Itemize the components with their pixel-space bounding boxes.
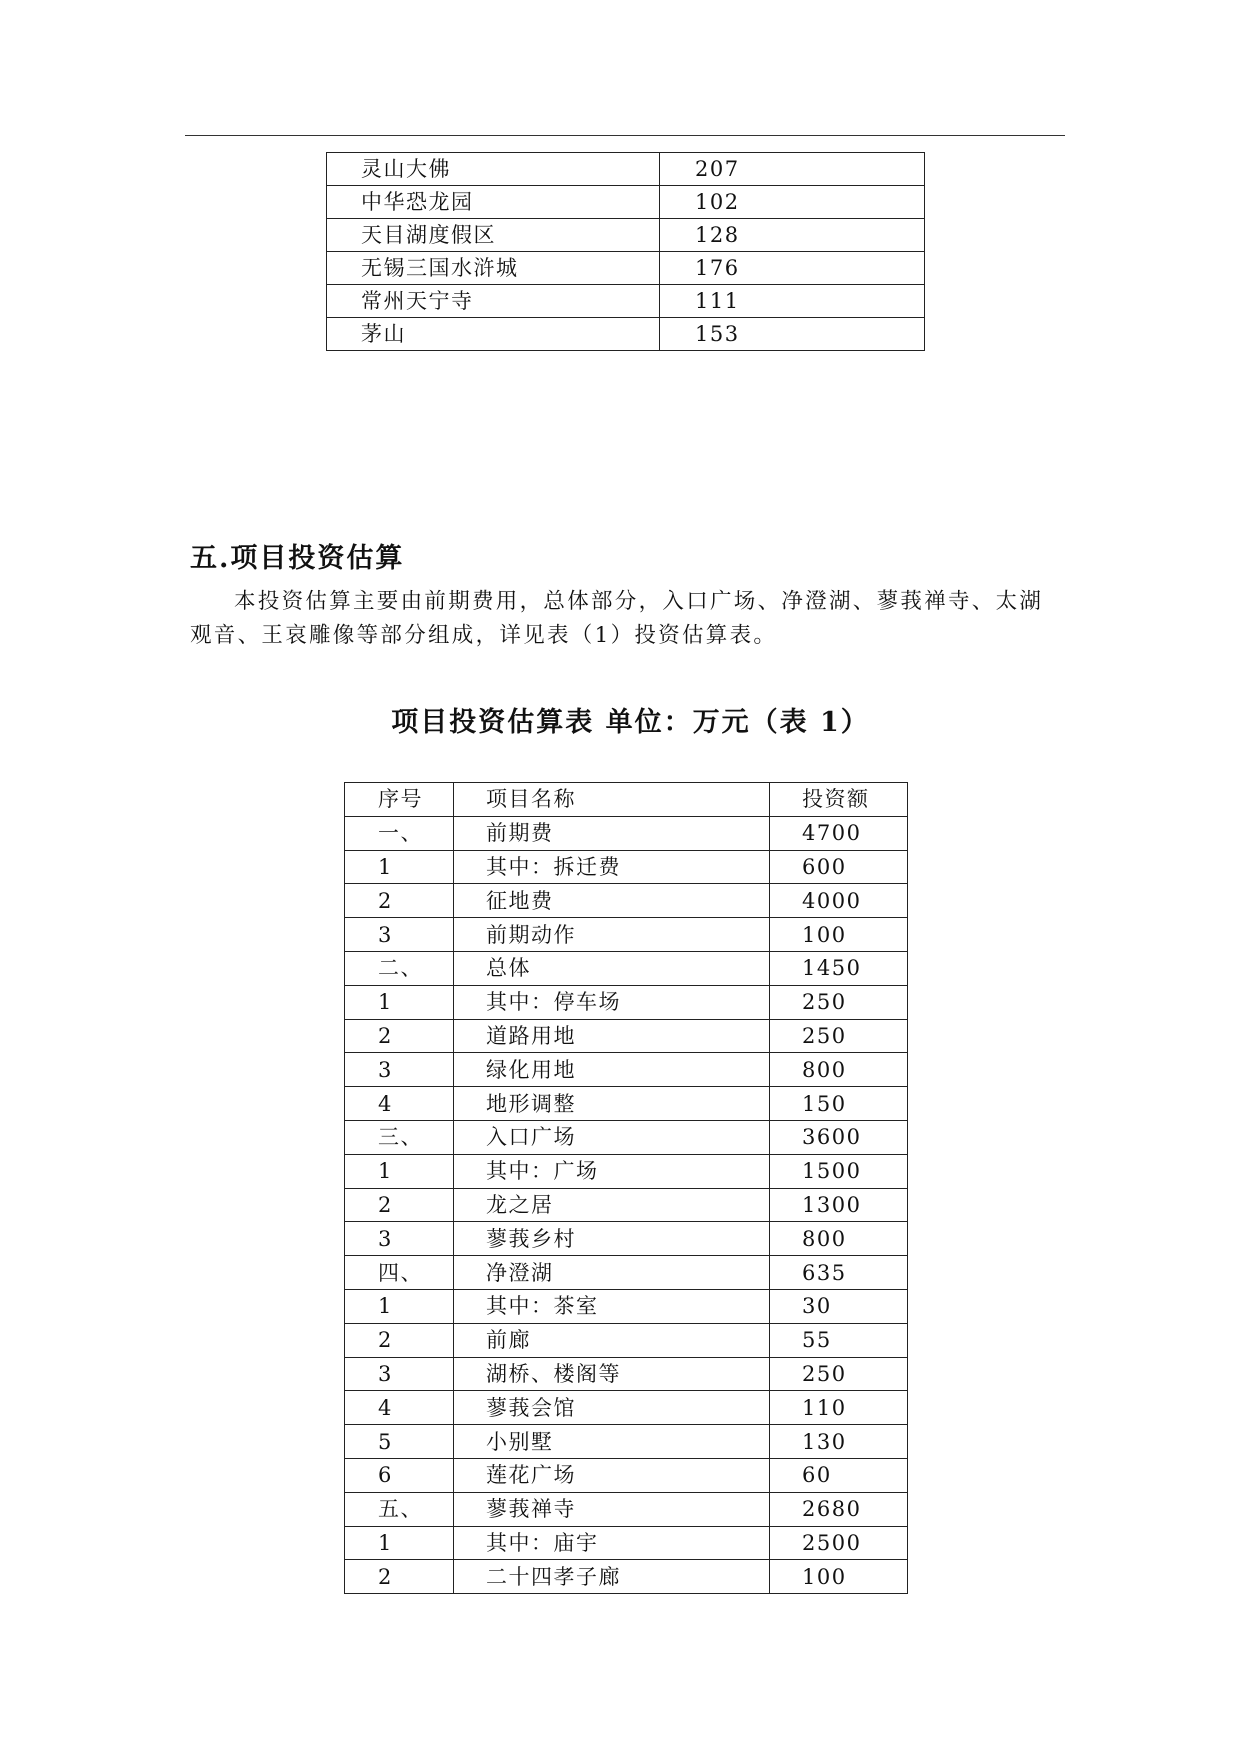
attraction-name-cell: 茅山	[327, 318, 660, 351]
amount-cell: 60	[770, 1458, 908, 1492]
table-row	[345, 816, 908, 850]
table-row	[345, 1526, 908, 1560]
amount-cell: 635	[770, 1256, 908, 1290]
index-cell: 3	[345, 1357, 454, 1391]
table-row	[345, 1323, 908, 1357]
attraction-name-cell: 天目湖度假区	[327, 219, 660, 252]
table-row	[327, 153, 925, 186]
table-row	[345, 1053, 908, 1087]
amount-cell: 150	[770, 1087, 908, 1121]
table-row	[345, 1560, 908, 1594]
attraction-name-cell: 无锡三国水浒城	[327, 252, 660, 285]
amount-cell: 800	[770, 1222, 908, 1256]
table-row	[345, 1425, 908, 1459]
amount-cell: 250	[770, 1357, 908, 1391]
attraction-name-cell: 中华恐龙园	[327, 186, 660, 219]
amount-cell: 30	[770, 1289, 908, 1323]
attraction-value-cell: 102	[660, 186, 925, 219]
item-name-cell: 其中：广场	[454, 1154, 770, 1188]
index-cell: 四、	[345, 1256, 454, 1290]
item-name-cell: 蓼莪会馆	[454, 1391, 770, 1425]
item-name-cell: 蓼莪禅寺	[454, 1492, 770, 1526]
table-row	[345, 1289, 908, 1323]
item-name-cell: 前廊	[454, 1323, 770, 1357]
budget-table-body	[345, 783, 908, 1594]
budget-table-title: 项目投资估算表 单位：万元（表 1）	[391, 707, 870, 738]
table-row	[345, 1120, 908, 1154]
item-name-cell: 其中：庙宇	[454, 1526, 770, 1560]
item-name-cell: 二十四孝子廊	[454, 1560, 770, 1594]
table-row	[345, 1492, 908, 1526]
index-cell: 4	[345, 1087, 454, 1121]
item-name-cell: 莲花广场	[454, 1458, 770, 1492]
index-cell: 2	[345, 1560, 454, 1594]
index-cell: 2	[345, 1188, 454, 1222]
attraction-name-cell: 常州天宁寺	[327, 285, 660, 318]
index-cell: 6	[345, 1458, 454, 1492]
table-row	[345, 1087, 908, 1121]
index-cell: 1	[345, 985, 454, 1019]
amount-cell: 1500	[770, 1154, 908, 1188]
amount-cell: 1300	[770, 1188, 908, 1222]
table-row	[345, 1391, 908, 1425]
index-cell: 3	[345, 1053, 454, 1087]
table-row	[345, 1256, 908, 1290]
amount-cell: 130	[770, 1425, 908, 1459]
amount-cell: 110	[770, 1391, 908, 1425]
section-heading: 五.项目投资估算	[190, 543, 405, 574]
visitor-table-body	[327, 153, 925, 351]
item-name-cell: 绿化用地	[454, 1053, 770, 1087]
item-name-cell: 地形调整	[454, 1087, 770, 1121]
index-cell: 三、	[345, 1120, 454, 1154]
index-cell: 五、	[345, 1492, 454, 1526]
amount-cell: 600	[770, 850, 908, 884]
attraction-value-cell: 111	[660, 285, 925, 318]
attraction-value-cell: 207	[660, 153, 925, 186]
table-row	[345, 1019, 908, 1053]
header-cell-amount: 投资额	[770, 783, 908, 817]
attraction-value-cell: 128	[660, 219, 925, 252]
section-paragraph: 本投资估算主要由前期费用，总体部分，入口广场、净澄湖、蓼莪禅寺、太湖观音、王哀雕像等部分组成，详见表（1）投资估算表。	[190, 589, 1044, 648]
index-cell: 2	[345, 884, 454, 918]
index-cell: 二、	[345, 951, 454, 985]
table-row	[345, 1458, 908, 1492]
amount-cell: 4700	[770, 816, 908, 850]
header-rule	[185, 135, 1065, 136]
index-cell: 2	[345, 1019, 454, 1053]
table-row	[345, 1188, 908, 1222]
amount-cell: 250	[770, 1019, 908, 1053]
item-name-cell: 净澄湖	[454, 1256, 770, 1290]
index-cell: 4	[345, 1391, 454, 1425]
budget-table-header-row	[345, 783, 908, 817]
index-cell: 1	[345, 1289, 454, 1323]
amount-cell: 250	[770, 985, 908, 1019]
amount-cell: 55	[770, 1323, 908, 1357]
amount-cell: 100	[770, 1560, 908, 1594]
index-cell: 1	[345, 850, 454, 884]
table-row	[327, 186, 925, 219]
amount-cell: 1450	[770, 951, 908, 985]
visitor-table	[326, 152, 925, 351]
table-row	[345, 1154, 908, 1188]
item-name-cell: 前期动作	[454, 918, 770, 952]
index-cell: 1	[345, 1526, 454, 1560]
table-row	[327, 285, 925, 318]
item-name-cell: 其中：停车场	[454, 985, 770, 1019]
table-row	[327, 219, 925, 252]
index-cell: 2	[345, 1323, 454, 1357]
table-row	[327, 318, 925, 351]
item-name-cell: 前期费	[454, 816, 770, 850]
table-row	[345, 850, 908, 884]
amount-cell: 800	[770, 1053, 908, 1087]
budget-table	[344, 782, 908, 1594]
table-row	[327, 252, 925, 285]
item-name-cell: 蓼莪乡村	[454, 1222, 770, 1256]
attraction-name-cell: 灵山大佛	[327, 153, 660, 186]
item-name-cell: 道路用地	[454, 1019, 770, 1053]
index-cell: 3	[345, 918, 454, 952]
table-row	[345, 951, 908, 985]
item-name-cell: 湖桥、楼阁等	[454, 1357, 770, 1391]
amount-cell: 2500	[770, 1526, 908, 1560]
table-row	[345, 985, 908, 1019]
item-name-cell: 小别墅	[454, 1425, 770, 1459]
amount-cell: 2680	[770, 1492, 908, 1526]
header-cell-item-name: 项目名称	[454, 783, 770, 817]
amount-cell: 4000	[770, 884, 908, 918]
table-row	[345, 1357, 908, 1391]
table-row	[345, 918, 908, 952]
item-name-cell: 总体	[454, 951, 770, 985]
index-cell: 5	[345, 1425, 454, 1459]
index-cell: 3	[345, 1222, 454, 1256]
item-name-cell: 其中：茶室	[454, 1289, 770, 1323]
table-row	[345, 1222, 908, 1256]
item-name-cell: 其中：拆迁费	[454, 850, 770, 884]
table-row	[345, 884, 908, 918]
amount-cell: 100	[770, 918, 908, 952]
amount-cell: 3600	[770, 1120, 908, 1154]
index-cell: 1	[345, 1154, 454, 1188]
item-name-cell: 龙之居	[454, 1188, 770, 1222]
item-name-cell: 征地费	[454, 884, 770, 918]
attraction-value-cell: 153	[660, 318, 925, 351]
item-name-cell: 入口广场	[454, 1120, 770, 1154]
header-cell-index: 序号	[345, 783, 454, 817]
index-cell: 一、	[345, 816, 454, 850]
attraction-value-cell: 176	[660, 252, 925, 285]
